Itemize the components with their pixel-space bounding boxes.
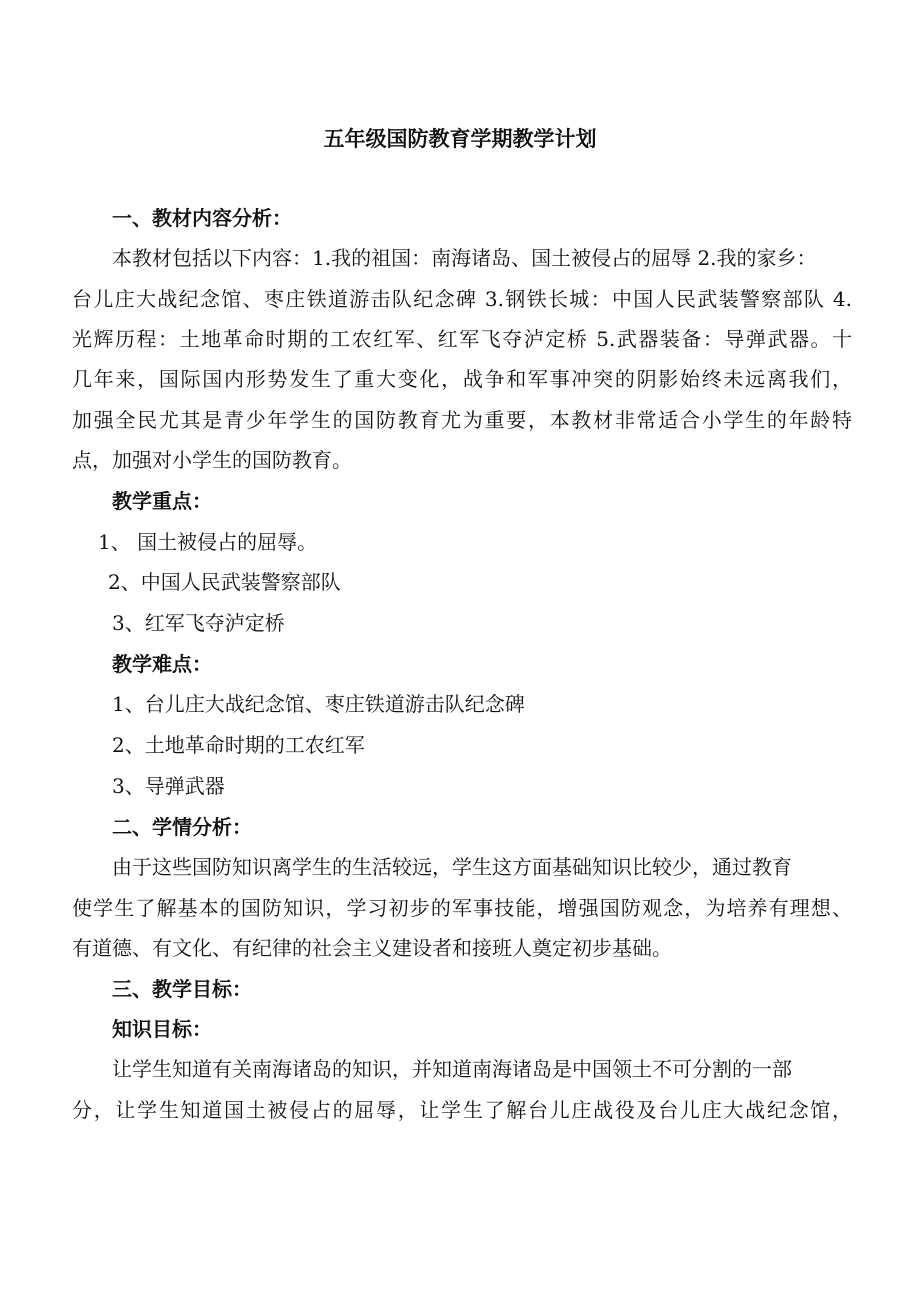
difficult-point-item: 3、导弹武器 — [112, 774, 225, 798]
paragraph-line: 让学生知道有关南海诸岛的知识，并知道南海诸岛是中国领土不可分割的一部 — [112, 1057, 792, 1081]
paragraph-line: 由于这些国防知识离学生的生活较远，学生这方面基础知识比较少，通过教育 — [112, 855, 792, 879]
paragraph-line: 加强全民尤其是青少年学生的国防教育尤为重要，本教材非常适合小学生的年龄特 — [72, 408, 852, 432]
section-heading: 一、教材内容分析： — [112, 206, 292, 230]
section-heading: 二、学情分析： — [112, 815, 252, 839]
key-point-item: 2、中国人民武装警察部队 — [108, 570, 341, 594]
paragraph-line: 本教材包括以下内容：1.我的祖国：南海诸岛、国土被侵占的屈辱 2.我的家乡： — [112, 246, 817, 270]
paragraph-line: 光辉历程：土地革命时期的工农红军、红军飞夺泸定桥 5.武器装备：导弹武器。十 — [72, 327, 852, 351]
difficult-point-item: 1、台儿庄大战纪念馆、枣庄铁道游击队纪念碑 — [112, 692, 525, 716]
key-point-item: 1、 国土被侵占的屈辱。 — [98, 530, 318, 554]
key-points-heading: 教学重点： — [112, 489, 212, 513]
paragraph-line: 点，加强对小学生的国防教育。 — [72, 448, 352, 472]
key-point-item: 3、红军飞夺泸定桥 — [112, 611, 285, 635]
paragraph-line: 几年来，国际国内形势发生了重大变化，战争和军事冲突的阴影始终未远离我们， — [72, 367, 852, 391]
section-heading: 三、教学目标： — [112, 977, 252, 1001]
knowledge-goal-heading: 知识目标： — [112, 1017, 212, 1041]
paragraph-line: 使学生了解基本的国防知识，学习初步的军事技能，增强国防观念，为培养有理想、 — [72, 896, 852, 920]
difficult-point-item: 2、土地革命时期的工农红军 — [112, 733, 365, 757]
difficult-points-heading: 教学难点： — [112, 652, 212, 676]
paragraph-line: 有道德、有文化、有纪律的社会主义建设者和接班人奠定初步基础。 — [72, 936, 672, 960]
paragraph-line: 分，让学生知道国土被侵占的屈辱，让学生了解台儿庄战役及台儿庄大战纪念馆， — [72, 1098, 852, 1122]
page-title: 五年级国防教育学期教学计划 — [323, 127, 597, 151]
paragraph-line: 台儿庄大战纪念馆、枣庄铁道游击队纪念碑 3.钢铁长城：中国人民武装警察部队 4. — [72, 287, 852, 311]
